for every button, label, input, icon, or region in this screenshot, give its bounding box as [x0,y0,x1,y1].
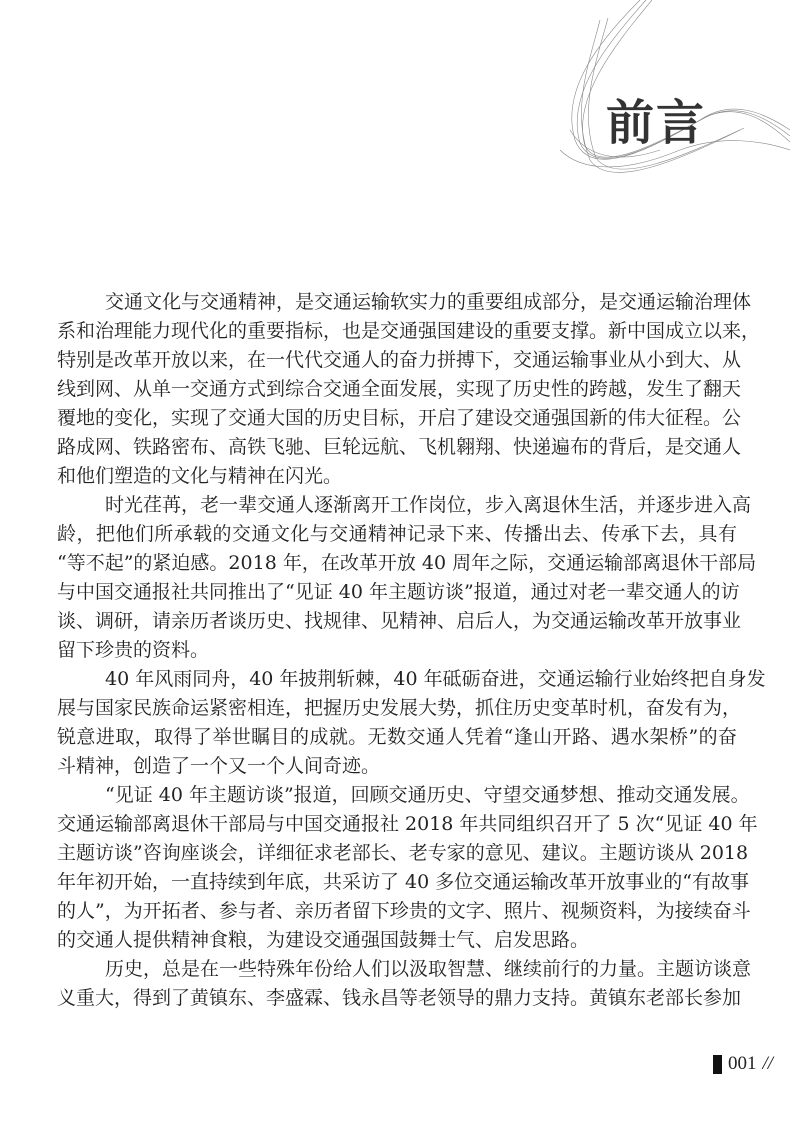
text-line: 主题访谈”咨询座谈会，详细征求老部长、老专家的意见、建议。主题访谈从 2018 [57,842,749,864]
text-line: 路成网、铁路密布、高铁飞驰、巨轮远航、飞机翱翔、快递遍布的背后，是交通人 [57,436,742,458]
text-line: 时光荏苒，老一辈交通人逐渐离开工作岗位，步入离退休生活，并逐步进入高 [105,494,752,516]
text-line: “等不起”的紧迫感。2018 年，在改革开放 40 周年之际，交通运输部离退休干部局 [57,552,757,574]
text-line: 线到网、从单一交通方式到综合交通全面发展，实现了历史性的跨越，发生了翻天 [57,378,742,400]
paragraph [57,491,757,665]
text-line: 40 年风雨同舟，40 年披荆斩棘，40 年砥砺奋进，交通运输行业始终把自身发 [105,668,766,690]
text-line: 历史，总是在一些特殊年份给人们以汲取智慧、继续前行的力量。主题访谈意 [105,958,752,980]
text-line: 交通文化与交通精神，是交通运输软实力的重要组成部分，是交通运输治理体 [105,291,752,313]
text-line: 特别是改革开放以来，在一代代交通人的奋力拼搏下，交通运输事业从小到大、从 [57,349,742,371]
page-footer [713,1053,773,1075]
paragraph [57,288,761,491]
paragraph [57,955,752,1013]
paragraph [57,781,758,955]
text-line: 与中国交通报社共同推出了“见证 40 年主题访谈”报道，通过对老一辈交通人的访 [57,581,740,603]
text-line: 展与国家民族命运紧密相连，把握历史发展大势，抓住历史变革时机，奋发有为， [57,697,742,719]
text-line: 龄，把他们所承载的交通文化与交通精神记录下来、传播出去、传承下去，具有 [57,523,737,545]
text-line: 交通运输部离退休干部局与中国交通报社 2018 年共同组织召开了 5 次“见证 40 年 [57,813,758,835]
page-marker-block [713,1055,722,1074]
text-line: 和他们塑造的文化与精神在闪光。 [57,465,343,487]
text-line: 覆地的变化，实现了交通大国的历史目标，开启了建设交通强国新的伟大征程。公 [57,407,742,429]
page-mark: // [762,1053,774,1074]
paragraph [57,665,766,781]
text-line: 的交通人提供精神食粮，为建设交通强国鼓舞士气、启发思路。 [57,929,590,951]
text-line: “见证 40 年主题访谈”报道，回顾交通历史、守望交通梦想、推动交通发展。 [105,784,750,806]
text-line: 谈、调研，请亲历者谈历史、找规律、见精神、启后人，为交通运输改革开放事业 [57,610,742,632]
text-line: 系和治理能力现代化的重要指标，也是交通强国建设的重要支撑。新中国成立以来， [57,320,761,342]
page-number: 001 [728,1053,757,1074]
body-text [57,288,766,1013]
text-line: 的人”，为开拓者、参与者、亲历者留下珍贵的文字、照片、视频资料，为接续奋斗 [57,900,751,922]
text-line: 年年初开始，一直持续到年底，共采访了 40 多位交通运输改革开放事业的“有故事 [57,871,749,893]
text-line: 锐意进取，取得了举世瞩目的成就。无数交通人凭着“逢山开路、遇水架桥”的奋 [57,726,737,748]
text-line: 留下珍贵的资料。 [57,639,210,661]
text-line: 斗精神，创造了一个又一个人间奇迹。 [57,755,381,777]
page-title: 前言 [606,95,707,151]
text-line: 义重大，得到了黄镇东、李盛霖、钱永昌等老领导的鼎力支持。黄镇东老部长参加 [57,987,742,1009]
